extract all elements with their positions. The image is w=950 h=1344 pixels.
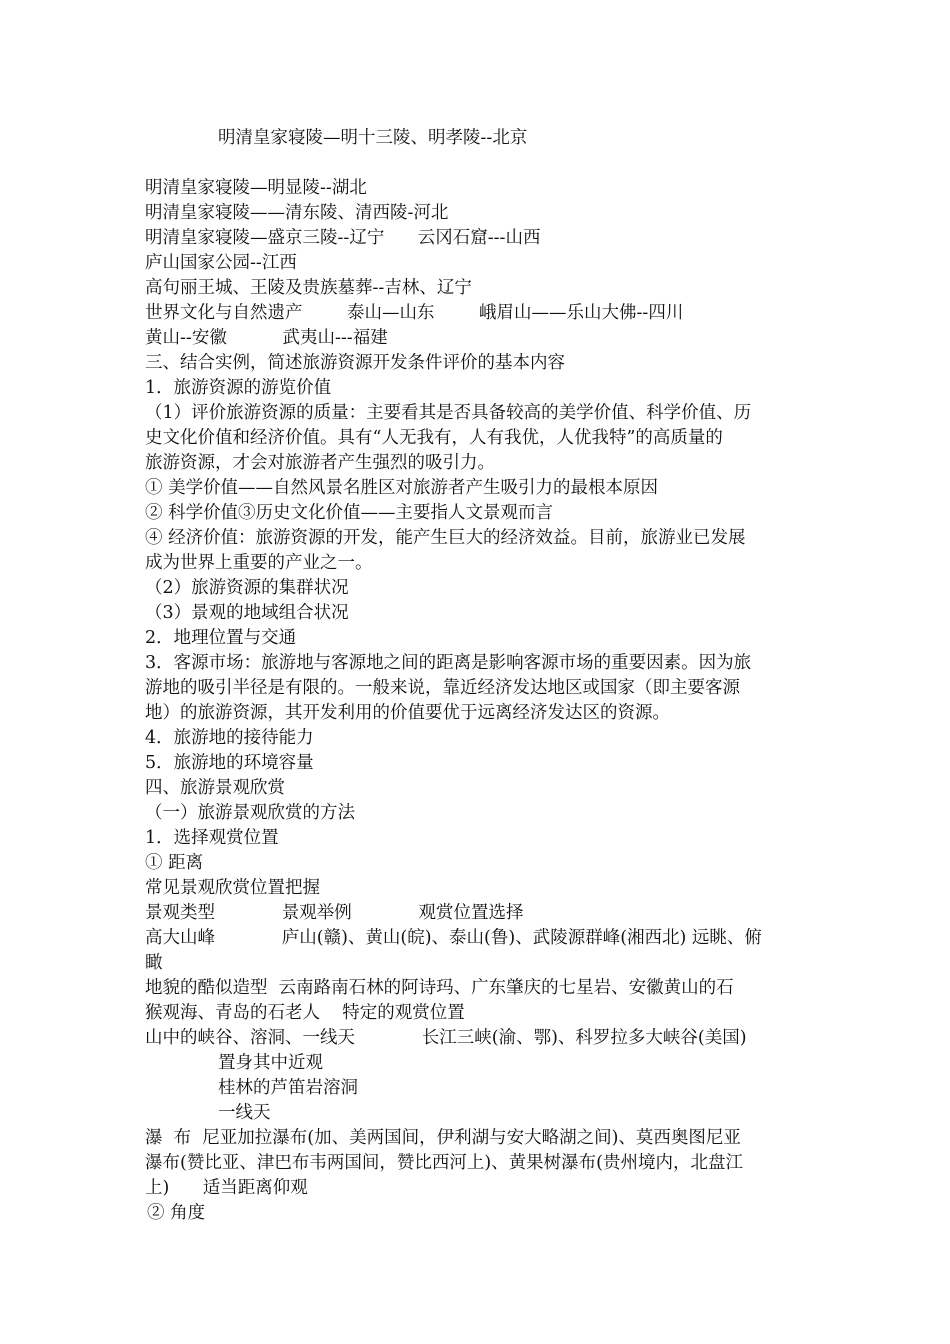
text-line: 瀑 布 尼亚加拉瀑布(加、美两国间，伊利湖与安大略湖之间)、莫西奥图尼亚 <box>145 1128 741 1148</box>
text-line: 高句丽王城、王陵及贵族墓葬--吉林、辽宁 <box>145 278 472 298</box>
subsection-heading: 4．旅游地的接待能力 <box>145 728 314 748</box>
text-line: 明清皇家寝陵——清东陵、清西陵-河北 <box>145 203 449 223</box>
text-line: 3．客源市场：旅游地与客源地之间的距离是影响客源市场的重要因素。因为旅 <box>145 653 752 673</box>
text-line: 地貌的酷似造型 云南路南石林的阿诗玛、广东肇庆的七星岩、安徽黄山的石 <box>145 978 734 998</box>
text-line: 明清皇家寝陵—明十三陵、明孝陵--北京 <box>218 128 528 148</box>
text-line: 地）的旅游资源，其开发利用的价值要优于远离经济发达区的资源。 <box>145 703 670 723</box>
text-line: 世界文化与自然遗产 泰山—山东 峨眉山——乐山大佛--四川 <box>145 303 684 323</box>
subsection-heading: 1．旅游资源的游览价值 <box>145 378 332 398</box>
text-line: 猴观海、青岛的石老人 特定的观赏位置 <box>145 1003 465 1023</box>
text-line: 黄山--安徽 武夷山---福建 <box>145 328 388 348</box>
text-line: 置身其中近观 <box>218 1053 323 1073</box>
text-line: 游地的吸引半径是有限的。一般来说，靠近经济发达地区或国家（即主要客源 <box>145 678 740 698</box>
text-line: 上) 适当距离仰观 <box>145 1178 308 1198</box>
text-line: ④ 经济价值：旅游资源的开发，能产生巨大的经济效益。目前，旅游业已发展 <box>145 528 746 548</box>
text-line: （3）景观的地域组合状况 <box>145 603 349 623</box>
text-line: 常见景观欣赏位置把握 <box>145 878 320 898</box>
text-line: 高大山峰 庐山(赣)、黄山(皖)、泰山(鲁)、武陵源群峰(湘西北) 远眺、俯 <box>145 928 762 948</box>
text-line: 成为世界上重要的产业之一。 <box>145 553 373 573</box>
section-heading: 四、旅游景观欣赏 <box>145 778 285 798</box>
text-line: 庐山国家公园--江西 <box>145 253 297 273</box>
text-line: ② 科学价值③历史文化价值——主要指人文景观而言 <box>145 503 554 523</box>
text-line: （1）评价旅游资源的质量：主要看其是否具备较高的美学价值、科学价值、历 <box>145 403 752 423</box>
text-line: 瞰 <box>145 953 163 973</box>
text-line: 明清皇家寝陵—明显陵--湖北 <box>145 178 367 198</box>
subsection-heading: 2．地理位置与交通 <box>145 628 297 648</box>
text-line: ① 美学价值——自然风景名胜区对旅游者产生吸引力的最根本原因 <box>145 478 659 498</box>
text-line: 明清皇家寝陵—盛京三陵--辽宁 云冈石窟---山西 <box>145 228 541 248</box>
text-line: 山中的峡谷、溶洞、一线天 长江三峡(渝、鄂)、科罗拉多大峡谷(美国) <box>145 1028 747 1048</box>
table-header-line: 景观类型 景观举例 观赏位置选择 <box>145 903 524 923</box>
subsection-heading: 1．选择观赏位置 <box>145 828 279 848</box>
subsection-heading: 5．旅游地的环境容量 <box>145 753 314 773</box>
text-line: 旅游资源，才会对旅游者产生强烈的吸引力。 <box>145 453 495 473</box>
text-line: 一线天 <box>218 1103 271 1123</box>
text-line: 瀑布(赞比亚、津巴布韦两国间，赞比西河上)、黄果树瀑布(贵州境内，北盘江 <box>145 1153 743 1173</box>
text-line: ② 角度 <box>147 1203 206 1223</box>
section-heading: 三、结合实例，简述旅游资源开发条件评价的基本内容 <box>145 353 565 373</box>
text-line: ① 距离 <box>145 853 204 873</box>
text-line: 桂林的芦笛岩溶洞 <box>218 1078 358 1098</box>
text-line: （一）旅游景观欣赏的方法 <box>145 803 355 823</box>
text-line: 史文化价值和经济价值。具有“人无我有，人有我优，人优我特”的高质量的 <box>145 428 723 448</box>
text-line: （2）旅游资源的集群状况 <box>145 578 349 598</box>
